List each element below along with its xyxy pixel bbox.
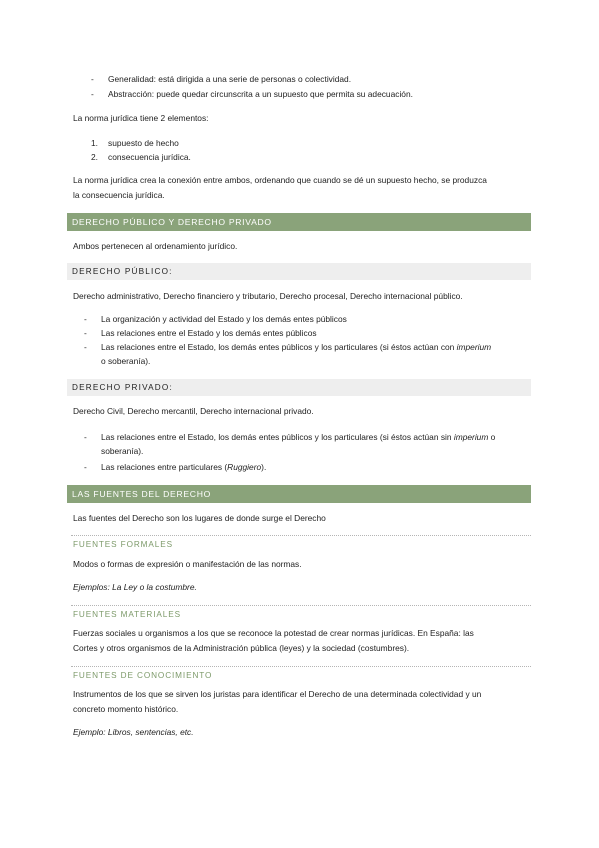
paragraph: Modos o formas de expresión o manifestación de las normas. (73, 559, 302, 569)
list-marker: - (84, 314, 87, 324)
paragraph: La norma jurídica tiene 2 elementos: (73, 113, 209, 123)
italic-term: imperium (456, 342, 492, 352)
example-text: Ejemplo: Libros, sentencias, etc. (73, 727, 194, 737)
list-marker: - (84, 342, 87, 352)
paragraph: Ambos pertenecen al ordenamiento jurídico. (73, 241, 238, 251)
paragraph: Derecho Civil, Derecho mercantil, Derecho internacional privado. (73, 406, 314, 416)
dotted-divider (71, 666, 531, 667)
list-marker: 2. (91, 152, 98, 162)
list-marker: - (91, 74, 94, 84)
list-item-text: Las relaciones entre el Estado, los demás entes públicos y los particulares (si éstos actúan sin (101, 432, 454, 442)
list-item: Generalidad: está dirigida a una serie de personas o colectividad. (108, 74, 352, 84)
subsection-header: DERECHO PRIVADO: (67, 379, 531, 396)
list-marker: 1. (91, 138, 98, 148)
section-header: DERECHO PÚBLICO Y DERECHO PRIVADO (67, 213, 531, 231)
list-item-continuation: o soberanía). (101, 356, 151, 366)
subsection-header: FUENTES DE CONOCIMIENTO (73, 671, 213, 680)
paragraph: Las fuentes del Derecho son los lugares de donde surge el Derecho (73, 513, 326, 523)
dotted-divider (71, 605, 531, 606)
list-item: La organización y actividad del Estado y los demás entes públicos (101, 314, 347, 324)
subsection-header: FUENTES FORMALES (73, 540, 173, 549)
paragraph-line: Cortes y otros organismos de la Administración pública (leyes) y la sociedad (costumbres). (73, 643, 410, 653)
paragraph-line: Fuerzas sociales u organismos a los que se reconoce la potestad de crear normas jurídicas. En España: las (73, 628, 474, 638)
list-item-continuation: soberanía). (101, 446, 144, 456)
subsection-header: FUENTES MATERIALES (73, 610, 181, 619)
list-marker: - (84, 462, 87, 472)
paragraph-line: concreto momento histórico. (73, 704, 179, 714)
section-header: LAS FUENTES DEL DERECHO (67, 485, 531, 503)
paragraph: Derecho administrativo, Derecho financiero y tributario, Derecho procesal, Derecho internacional público. (73, 291, 463, 301)
paragraph-line: Instrumentos de los que se sirven los juristas para identificar el Derecho de una determinada colectividad y un (73, 689, 482, 699)
list-item-text: Las relaciones entre particulares ( (101, 462, 228, 472)
paragraph-line: La norma jurídica crea la conexión entre ambos, ordenando que cuando se dé un supuesto hecho, se produzca (73, 175, 487, 185)
list-item: Abstracción: puede quedar circunscrita a un supuesto que permita su adecuación. (108, 89, 413, 99)
list-item-text: ). (261, 462, 267, 472)
dotted-divider (71, 535, 531, 536)
list-marker: - (84, 432, 87, 442)
list-item (101, 342, 491, 352)
subsection-header: DERECHO PÚBLICO: (67, 263, 531, 280)
list-marker: - (84, 328, 87, 338)
list-item (101, 432, 495, 442)
italic-term: imperium (453, 432, 489, 442)
list-item (101, 462, 266, 472)
list-marker: - (91, 89, 94, 99)
example-text: Ejemplos: La Ley o la costumbre. (73, 582, 197, 592)
list-item-text: Las relaciones entre el Estado, los demás entes públicos y los particulares (si éstos actúan con (101, 342, 457, 352)
paragraph-line: la consecuencia jurídica. (73, 190, 165, 200)
list-item: Las relaciones entre el Estado y los demás entes públicos (101, 328, 317, 338)
italic-term: Ruggiero (227, 462, 262, 472)
list-item-text: o (488, 432, 496, 442)
list-item: supuesto de hecho (108, 138, 179, 148)
list-item: consecuencia jurídica. (108, 152, 191, 162)
